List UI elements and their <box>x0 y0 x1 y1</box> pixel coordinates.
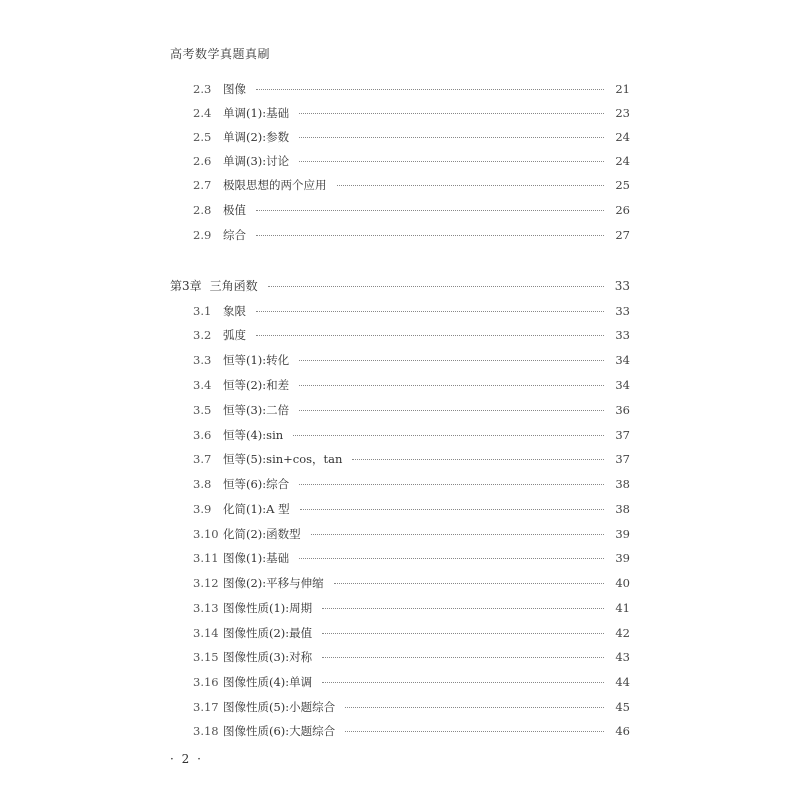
entry-number: 3.10 <box>193 527 219 541</box>
dot-leader <box>299 409 604 411</box>
entry-page: 27 <box>615 228 630 242</box>
entry-title: 单调(2):参数 <box>223 130 290 144</box>
entry-title: 恒等(5):sin+cos，tan <box>223 452 343 466</box>
dot-leader <box>299 557 604 559</box>
dot-leader <box>352 458 604 460</box>
dot-leader <box>345 706 604 708</box>
entry-page: 44 <box>615 675 630 689</box>
dot-leader <box>268 285 604 287</box>
entry-number: 2.4 <box>193 106 212 120</box>
toc-entry[interactable] <box>193 549 630 567</box>
dot-leader <box>337 184 605 186</box>
entry-page: 40 <box>615 576 630 590</box>
entry-page: 24 <box>615 130 630 144</box>
entry-title: 恒等(3):二倍 <box>223 403 290 417</box>
dot-leader <box>300 508 604 510</box>
entry-number: 2.3 <box>193 82 212 96</box>
entry-page: 34 <box>615 378 630 392</box>
entry-number: 2.6 <box>193 154 212 168</box>
toc-entry[interactable] <box>193 176 630 194</box>
dot-leader <box>256 209 604 211</box>
entry-page: 38 <box>615 477 630 491</box>
entry-page: 43 <box>615 650 630 664</box>
chapter-label: 第3章 <box>170 279 202 293</box>
entry-number: 3.8 <box>193 477 212 491</box>
entry-title: 恒等(6):综合 <box>223 477 290 491</box>
dot-leader <box>299 384 604 386</box>
entry-title: 图像性质(1):周期 <box>223 601 313 615</box>
toc-entry[interactable] <box>193 574 630 592</box>
chapter-page: 33 <box>614 279 630 293</box>
chapter-heading[interactable] <box>170 277 630 295</box>
toc-entry[interactable] <box>193 326 630 344</box>
toc-entry[interactable] <box>193 128 630 146</box>
toc-entry[interactable] <box>193 201 630 219</box>
toc-entry[interactable] <box>193 426 630 444</box>
entry-page: 24 <box>615 154 630 168</box>
toc-entry[interactable] <box>193 401 630 419</box>
dot-leader <box>322 656 604 658</box>
entry-page: 26 <box>615 203 630 217</box>
toc-entry[interactable] <box>193 376 630 394</box>
dot-leader <box>299 112 604 114</box>
entry-page: 36 <box>615 403 630 417</box>
entry-number: 2.5 <box>193 130 212 144</box>
entry-title: 图像(1):基础 <box>223 551 290 565</box>
entry-number: 3.13 <box>193 601 219 615</box>
toc-entry[interactable] <box>193 152 630 170</box>
dot-leader <box>256 234 604 236</box>
entry-number: 3.7 <box>193 452 212 466</box>
entry-number: 3.5 <box>193 403 212 417</box>
entry-title: 化简(2):函数型 <box>223 527 301 541</box>
toc-entry[interactable] <box>193 80 630 98</box>
toc-entry[interactable] <box>193 226 630 244</box>
dot-leader <box>256 88 604 90</box>
toc-entry[interactable] <box>193 648 630 666</box>
entry-page: 39 <box>615 551 630 565</box>
entry-number: 3.9 <box>193 502 212 516</box>
entry-title: 图像性质(6):大题综合 <box>223 724 336 738</box>
page-header-title: 高考数学真题真刷 <box>170 47 271 61</box>
entry-title: 恒等(4):sin <box>223 428 284 442</box>
entry-number: 3.2 <box>193 328 212 342</box>
entry-page: 46 <box>615 724 630 738</box>
entry-number: 2.7 <box>193 178 212 192</box>
toc-entry[interactable] <box>193 450 630 468</box>
entry-page: 33 <box>615 328 630 342</box>
entry-page: 37 <box>615 452 630 466</box>
toc-entry[interactable] <box>193 599 630 617</box>
toc-entry[interactable] <box>193 351 630 369</box>
entry-number: 3.1 <box>193 304 212 318</box>
dot-leader <box>322 681 604 683</box>
toc-entry[interactable] <box>193 500 630 518</box>
entry-number: 3.4 <box>193 378 212 392</box>
entry-page: 34 <box>615 353 630 367</box>
dot-leader <box>322 607 604 609</box>
dot-leader <box>345 730 604 732</box>
entry-title: 图像性质(5):小题综合 <box>223 700 336 714</box>
entry-title: 单调(3):讨论 <box>223 154 290 168</box>
toc-entry[interactable] <box>193 673 630 691</box>
entry-number: 3.16 <box>193 675 219 689</box>
entry-number: 2.9 <box>193 228 212 242</box>
toc-entry[interactable] <box>193 302 630 320</box>
entry-number: 3.18 <box>193 724 219 738</box>
dot-leader <box>256 310 604 312</box>
entry-number: 2.8 <box>193 203 212 217</box>
entry-number: 3.15 <box>193 650 219 664</box>
entry-title: 图像性质(2):最值 <box>223 626 313 640</box>
dot-leader <box>299 483 604 485</box>
entry-title: 化简(1):A 型 <box>223 502 290 516</box>
toc-entry[interactable] <box>193 624 630 642</box>
page-number: · 2 · <box>170 752 203 766</box>
entry-title: 图像 <box>223 82 246 96</box>
entry-page: 37 <box>615 428 630 442</box>
entry-page: 25 <box>615 178 630 192</box>
entry-title: 恒等(1):转化 <box>223 353 290 367</box>
dot-leader <box>293 434 604 436</box>
entry-number: 3.14 <box>193 626 219 640</box>
dot-leader <box>322 632 604 634</box>
entry-page: 33 <box>615 304 630 318</box>
entry-page: 42 <box>615 626 630 640</box>
chapter-title: 三角函数 <box>209 279 258 293</box>
entry-title: 弧度 <box>223 328 246 342</box>
dot-leader <box>299 359 604 361</box>
entry-page: 23 <box>615 106 630 120</box>
entry-title: 恒等(2):和差 <box>223 378 290 392</box>
entry-number: 3.6 <box>193 428 212 442</box>
entry-page: 38 <box>615 502 630 516</box>
entry-page: 39 <box>615 527 630 541</box>
entry-number: 3.3 <box>193 353 212 367</box>
entry-number: 3.12 <box>193 576 219 590</box>
entry-title: 象限 <box>223 304 246 318</box>
toc-entry[interactable] <box>193 722 630 740</box>
entry-number: 3.11 <box>193 551 219 565</box>
toc-entry[interactable] <box>193 104 630 122</box>
dot-leader <box>299 160 604 162</box>
toc-entry[interactable] <box>193 698 630 716</box>
entry-title: 图像性质(3):对称 <box>223 650 313 664</box>
entry-title: 极值 <box>223 203 246 217</box>
toc-entry[interactable] <box>193 475 630 493</box>
entry-page: 21 <box>615 82 630 96</box>
dot-leader <box>256 334 604 336</box>
entry-number: 3.17 <box>193 700 219 714</box>
dot-leader <box>334 582 604 584</box>
entry-page: 41 <box>615 601 630 615</box>
dot-leader <box>311 533 604 535</box>
toc-entry[interactable] <box>193 525 630 543</box>
entry-page: 45 <box>615 700 630 714</box>
entry-title: 图像(2):平移与伸缩 <box>223 576 324 590</box>
entry-title: 综合 <box>223 228 246 242</box>
entry-title: 极限思想的两个应用 <box>223 178 327 192</box>
entry-title: 图像性质(4):单调 <box>223 675 313 689</box>
dot-leader <box>299 136 604 138</box>
entry-title: 单调(1):基础 <box>223 106 290 120</box>
